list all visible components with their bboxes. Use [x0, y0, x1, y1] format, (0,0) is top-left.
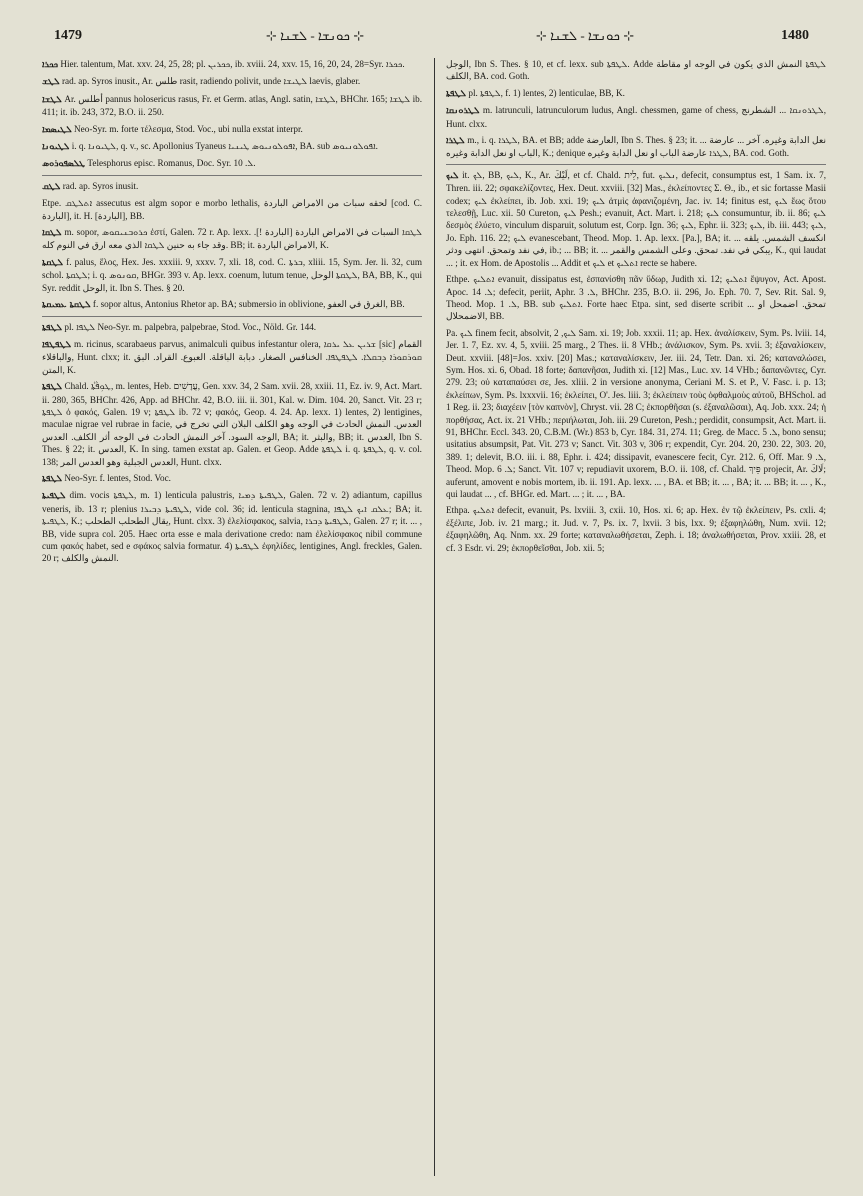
entry-text: Pa. ܠܝܟ finem fecit, absolvit, ܠܝܟ, 2 Sam. xi. 19; Job. xxxii. 11; ap. Hex. ἀναλίσκειν, Sym. Ps. lviii. 14, Jer. 1. 7, Ez. xv. 4, 5, xviii. 25 marg., 2 Thes. ii. 8 VHb.; ἀνάλισκον, Sym. Ps. xvii. 3; ἐξαναλίσκειν, Deut. xxviii. [48]=Jos. xxiv. [20] Mas.; καταναλίσκειν, Jer. iii. 24, Tetr. Dan. xi. 26; καταναλώσει, Sym. Hos. xi. 6, Obad. 18 forte; δαπανῆσαι, Judith xi. [12] Mas., Luc. xv. 14 VHb.; δαπανῶντες, Cyr. 279. 23; οὐ καταπαύσει σε, Jes. xliii. 2 in versione anonyma, Ceriani M. S. et P., V. Fasc. i. p. 13; ἐκλείπων, Sym. Ps. lxxxvii. 16; ἐκλείπει, O'. Jes. liii. 3; ἐκλείπειν τοὺς ὀφθαλμοὺς αὐτοῦ, BHSchol. ad 1 Reg. ii. 23; διαχέειν [τὸν καπνὸν], Chryst. vii. 28 C; ἐκπορθῆσαι (s. ἐξαναλῶσαι), Aq. Job. xxx. 24; ἡ πορθήσας, Act. ix. 21 VHb.; περιήλωται, Joh. iii. 29 Cureton, Pesh.; perdidit, consumpsit, Act. Mart. ii. 91, BHChr. Eccl. 343. 20, C.B.M. (Wr.) 853 b, Cyr. 184. 31, 274. 11; Greg. de Macc. ܠ. 5, bono sensu; usitatius absumpsit, Pat. Vit. 273 v; Sanct. Vit. 303 v, 306 r; expendit, Cyr. 204. 20, 230. 22, 303. 20, 389. 1; delevit, B.O. iii. i. 88, Ephr. i. 424; dissipavit, evanescere fecit, Cyr. 212. 6, Off. Mar. ܠ. 9, Theod. Mop. ܠ. 6; Sanct. Vit. 107 v; repudiavit uxorem, B.O. ii. 108, cf. Chald. פֵּיךְ projecit, Ar. لَاكَ; auferunt, amovent e nobis mortem, ib. ii. 191. Ap. lexx. ... , BA. et BB; it. ... , BA; it. ... BB; it. ... , K., qui laudat ... , cf. BHGr. ed. Mart. ... ; it. ... , BA. [446, 327, 826, 499]
dictionary-entry [42, 58, 422, 71]
entry-text: f. sopor altus, Antonius Rhetor ap. BA; submersio in oblivione, الغرق في العفو, BB. [92, 299, 405, 310]
entry-text: Ar. أطلس pannus holosericus rasus, Fr. et Germ. atlas, Angl. satin, ܠܛܫܐ, BHChr. 165; ܠܛܫܐ ib. 411; it. ib. 243, 372, B.O. ii. 250. [42, 93, 422, 118]
dictionary-entry [446, 58, 826, 83]
dictionary-entry [446, 104, 826, 130]
dictionary-entry [446, 87, 826, 100]
dictionary-entry [446, 164, 826, 269]
dictionary-entry [446, 504, 826, 554]
entry-text: Hier. talentum, Mat. xxv. 24, 25, 28; pl. ܟܟܪܝܢ, ib. xviii. 24, xxv. 15, 16, 20, 24, 28=Syr. ܟܟܪܐ. [60, 59, 405, 69]
entry-text: Ethpe. ܐܬܠܝܟ evanuit, dissipatus est, ἐσπανίσθη πᾶν ὕδωρ, Judith xi. 12; ܐܬܠܝܟ ἔψυγον, Act. Apost. Apoc. ܠ. 14; defecit, periit, Aphr. ܠ. 3, BHChr. 235, B.O. ii. 296, Jo. Eph. 70. 7, Sev. Rit. Sal. 9, Theod. Mop. ܠ. 1, BB. sub ܐܬܠܝܟ. Forte haec Etpa. sint, sed diserte scribit ... تمحق. اضمحل او الاضمحلال, BB. [446, 274, 826, 322]
entry-text: m. latrunculi, latrunculorum ludus, Angl. chessmen, game of chess, ܠܛܪܘܢܩܐ ... الشطرنج, Hunt. clxx. [446, 105, 826, 129]
left-column [42, 58, 422, 1176]
entry-lemma: ܠܛܦܝܬܐ [42, 491, 66, 502]
dictionary-entry [42, 123, 422, 136]
dictionary-entry [42, 226, 422, 252]
entry-text: m. ricinus, scarabaeus parvus, animalculi quibus infestantur olera, ܫܪܝܢ ܥܠ ܝܪܩܐ [sic] القمام والباقلاء, Hunt. clxx; it. ܩܘܪܩܘܪܐ ܕܒܩܠܐ. ܠܛܦܛܦܐ. الخنافس الصغار. دبابة الباقلة. العبوع. القراد. البق المتن, K. [42, 338, 422, 375]
dictionary-entry [42, 489, 422, 564]
entry-text: m. sopor, ܟܪܘܒܢܝܩܘܣ ἐστί, Galen. 72 r. Ap. lexx. ܠܛܩܐ السبات في الامراض الباردة [الباردة !]. وقد جاء به حنين ܠܛܩܐ الذي معه ارق في النوم كله. BB; it. الامراض الباردة, K. [42, 227, 422, 251]
column-divider [434, 58, 435, 1176]
entry-text: الوجل, Ibn S. Thes. § 10, et cf. lexx. sub ܠܛܦܬܐ. Adde ܠܛܦܬܐ النمش الذي يكون في الوجه او مقاطة الكلف, BA. cod. Goth. [446, 59, 826, 82]
dictionary-entry [42, 157, 422, 170]
entry-lemma: ܠܛܝܣܡܐ [42, 124, 72, 135]
entry-text: Neo-Syr. m. forte τέλεσμα, Stod. Voc., ubi nulla exstat interpr. [74, 123, 303, 134]
dictionary-entry [42, 338, 422, 376]
entry-lemma: ܠܛܦܬܐ [42, 473, 63, 484]
entry-text: m., i. q. ܠܛܪܐ, BA. et BB; adde العارضة, Ibn S. Thes. § 23; it. ... نعل الدابة وغيره. آخر ... عارضة الباب او نعل الدابة وغيره, K.; denique ܠܛܪܐ عارضة الباب او نعل الدابة وغيره, BA. cod. Goth. [446, 135, 826, 159]
entry-lemma: ܠܛܦܬܐ [42, 322, 63, 333]
entry-lemma: ܠܛܪܐ [446, 136, 465, 147]
running-title-right: ⊹ ܟܘܢܫܐ - ܠܫܢܐ ⊹ [535, 28, 635, 43]
entry-text: Chald. ܛܘܼܦܵܬܵܐ, m. lentes, Heb. עֲדָשִׁים, Gen. xxv. 34, 2 Sam. xvii. 28, xxiii. 11, Ez. iv. 9, Act. Mart. ii. 280, 365, BHChr. 426, App. ad BHChr. 42, B.O. iii. ii. 301, Kal. w. Dim. 104. 20, Sanct. Vit. 23 r; ܠܛܦܬܐ ὁ φακός, Galen. 19 v; ܠܛܦܬܐ ib. 72 v; φακός, Geop. 4. 24. Ap. lexx. 1) lentes, 2) lentigines, maculae nigrae vel rubrae in facie, العدس. النمش الحادث في الوجه وهو الكلف البلان التي تخرج في الوجه السود. آخر النمش الحادث في الوجه أثر الكلف. العدس, BA; it. والبثر, BB; it. العدس, Ibn S. Thes. § 22; it. العدس, K. In sing. tamen exstat ap. Galen. et Geop. Adde ܠܛܦܬܐ i. q. ܠܛܦܬܐ, q. v. col. 138; العدس الجبلية وهو العدس المر, Hunt. clxx. [42, 381, 422, 467]
dictionary-entry [42, 93, 422, 119]
entry-lemma: ܠܛܩ [42, 181, 61, 192]
dictionary-entry [446, 273, 826, 323]
dictionary-entry [42, 472, 422, 485]
entry-text: f. palus, ἕλος, Hex. Jes. xxxiii. 9, xxxv. 7, xli. 18, cod. C. ܒܪܬܐ, xliii. 15, Sym. Jer. li. 32, cum schol. ܠܛܩܬܐ; i. q. ܩܘܢܘܣ, BHGr. 393 v. Ap. lexx. coenum, lutum tenue, ܠܛܩܬܐ الوحل, BA, BB, K., qui Syr. reddit الوحل, it. Ibn S. Thes. § 20. [42, 256, 422, 293]
entry-lemma: ܠܛܩܬܐ [42, 257, 63, 268]
dictionary-entry [42, 140, 422, 153]
page-number-left: 1479 [54, 28, 82, 43]
running-header [40, 28, 823, 50]
dictionary-entry [42, 175, 422, 193]
entry-lemma: ܠܝܟ [446, 170, 459, 181]
entry-text: it. ܠܟ, BB, ܠܝܟ, K., Ar. لَيْكَ, et cf. Chald. לֵית, fut. ܢܠܝܟ, defecit, consumptus est, 1 Sam. ix. 7, Thren. iii. 22; σφακελίζοντες, Hex. Deut. xxviii. [32] Mas., ἐκλείποντες Σ. Θ., ib., et sic fortasse Masii codex; ܠܝܟ ἐκλείπει, ib. Job. xxi. 19; ܠܝܟ ἀτμὶς ἀφανιζομένη, Jac. iv. 14; finitus est, ܠܝܟ ἕως ὅτου τελεσθῇ, Luc. xii. 50 Cureton, ܠܝܟ Pesh.; evanuit, Act. Mart. i. 218; ܠܝܟ consumuntur, ib. ii. 86; ܠܝܟ δεσμὸς ἐλύετο, vinculum disparuit, solutum est, Corp. Ign. 36; ܠܝܟ, Ephr. ii. 323; ܠܝܟ, ib. iii. 443; ܠܝܟ, Jo. Eph. 116. 22; ܠܝܟ evanescebant, Theod. Mop. 1. Ap. lexx. [Pa.], BA; it. ... انكسف الشمس. يلقه في نفد وتمحق. انتهى ودثر, ib.; ... BB; it. ... يبكي في نفد. تمحق. وعلى الشمس والقمر, K., qui laudat ... ; it. ex Hom. de Apostolis ... Addit et ܠܝܟ et ܐܬܠܝܟ recte se habere. [446, 169, 826, 268]
entry-text: Neo-Syr. f. lentes, Stod. Voc. [64, 472, 171, 483]
two-column-body [42, 58, 826, 1176]
entry-lemma: ܛܠܣܦܘܪܘܣ [42, 159, 86, 170]
dictionary-entry [42, 380, 422, 468]
dictionary-entry [42, 256, 422, 294]
page-number-right: 1480 [781, 28, 809, 43]
entry-text: Ethpa. ܐܬܠܝܟ defecit, evanuit, Ps. lxviii. 3, cxii. 10, Hos. xi. 6; ap. Hex. ἐν τῷ ἐκλείπειν, Ps. cxli. 4; ἐξέλιπε, Job. iv. 21 marg.; it. Jud. v. 7, Ps. ix. 7, lxvii. 3 bis, lxx. 9; ἐξαφηλώθη, Num. xvii. 12; ἐξαφηλῶθη, Aq. Nnm. xx. 29 forte; καταναλωθήσεται, Zeph. i. 18; ἀναλωθήσεται, Prov. xxiii. 28, et cf. 3 Esdr. vi. 29; ἐκπορθεῖσθαι, Job. xii. 5; [446, 505, 826, 553]
entry-text: rad. ap. Syros inusit. [62, 180, 139, 191]
entry-text: dim. vocis ܠܛܦܬܐ, m. 1) lenticula palustris, ܠܛܦܝܬܐ ܕܡܝܐ, Galen. 72 v. 2) adiantum, capillus veneris, ib. 13 r; plenius ܠܛܦܝܬܐ ܕܒܝܪܐ, vide col. 36; id. lenticula stagnina, ܥܠܩ ܐܝܟ ܠܛܦܐ; BA; it. ܠܛܦܝܬܐ, K.; يقال الطحلب الطحلب, Hunt. clxx. 3) ἐλελίσφακος, salvia, ܠܛܦܝܬܐ ܕܒܪܐ, Galen. 27 r; it. ... , BB, vide supra col. 205. Haec orta esse e mala derivatione credo: nam ἐλελίσφακος nibil commune cum φακός habet, sed e σφάκος salvia formatur. 4) ܠܛܦܝܬܐ ἐφηλίδες, lentigines, Angl. freckles, Galen. 20 r; النمش والكلف. [42, 490, 422, 564]
entry-lemma: ܠܛܝܘܢܐ [42, 142, 70, 153]
entry-lemma: ܠܛܫܐ [42, 94, 62, 105]
entry-text: pl. ܠܛܦܬܐ, f. 1) lentes, 2) lenticulae, BB, K. [468, 87, 625, 98]
dictionary-entry [42, 75, 422, 88]
dictionary-entry [446, 327, 826, 501]
entry-lemma: ܠܛܩܬܐ ܥܡܝܩܬܐ [42, 300, 91, 311]
dictionary-entry [42, 316, 422, 334]
entry-lemma: ܟܟܪܐ [42, 60, 59, 70]
dictionary-entry [42, 197, 422, 222]
entry-text: Etpe. ܐܬܠܛܩ assecutus est algm sopor e morbo lethalis, لحقه سبات من الامراض الباردة [cod. C. الباردة], it. H. [الباردة], BB. [42, 198, 422, 221]
entry-text: pl. ܠܛܦܐ Neo-Syr. m. palpebra, palpebrae, Stod. Voc., Nöld. Gr. 144. [64, 321, 317, 332]
entry-text: Telesphorus episc. Romanus, Doc. Syr. ܠ. 10. [87, 158, 256, 169]
dictionary-entry [42, 298, 422, 311]
dictionary-entry [446, 134, 826, 160]
entry-lemma: ܠܛܦܛܦܐ [42, 339, 72, 350]
right-column [446, 58, 826, 1176]
entry-lemma: ܠܛܫ [42, 77, 60, 88]
entry-text: rad. ap. Syros inusit., Ar. طلس rasit, radiendo polivit, unde ܠܛܝܫܐ laevis, glaber. [61, 76, 361, 87]
entry-lemma: ܠܛܩܐ [42, 228, 62, 239]
entry-lemma: ܠܛܪܘܢܩܐ [446, 106, 480, 117]
entry-lemma: ܠܛܦܬܐ [42, 382, 63, 393]
running-title-left: ⊹ ܟܘܢܫܐ - ܠܫܢܐ ⊹ [265, 28, 365, 43]
entry-lemma: ܠܛܦܬܐ [446, 88, 467, 99]
entry-text: i. q. ܠܛܝܘܢܐ, q. v., sc. Apollonius Tyaneus ܐܦܘܠܘܢܝܘܣ ܛܝܢܝܐ, BA. sub ܐܦܘܠܘܢܝܘܣ. [71, 141, 378, 152]
